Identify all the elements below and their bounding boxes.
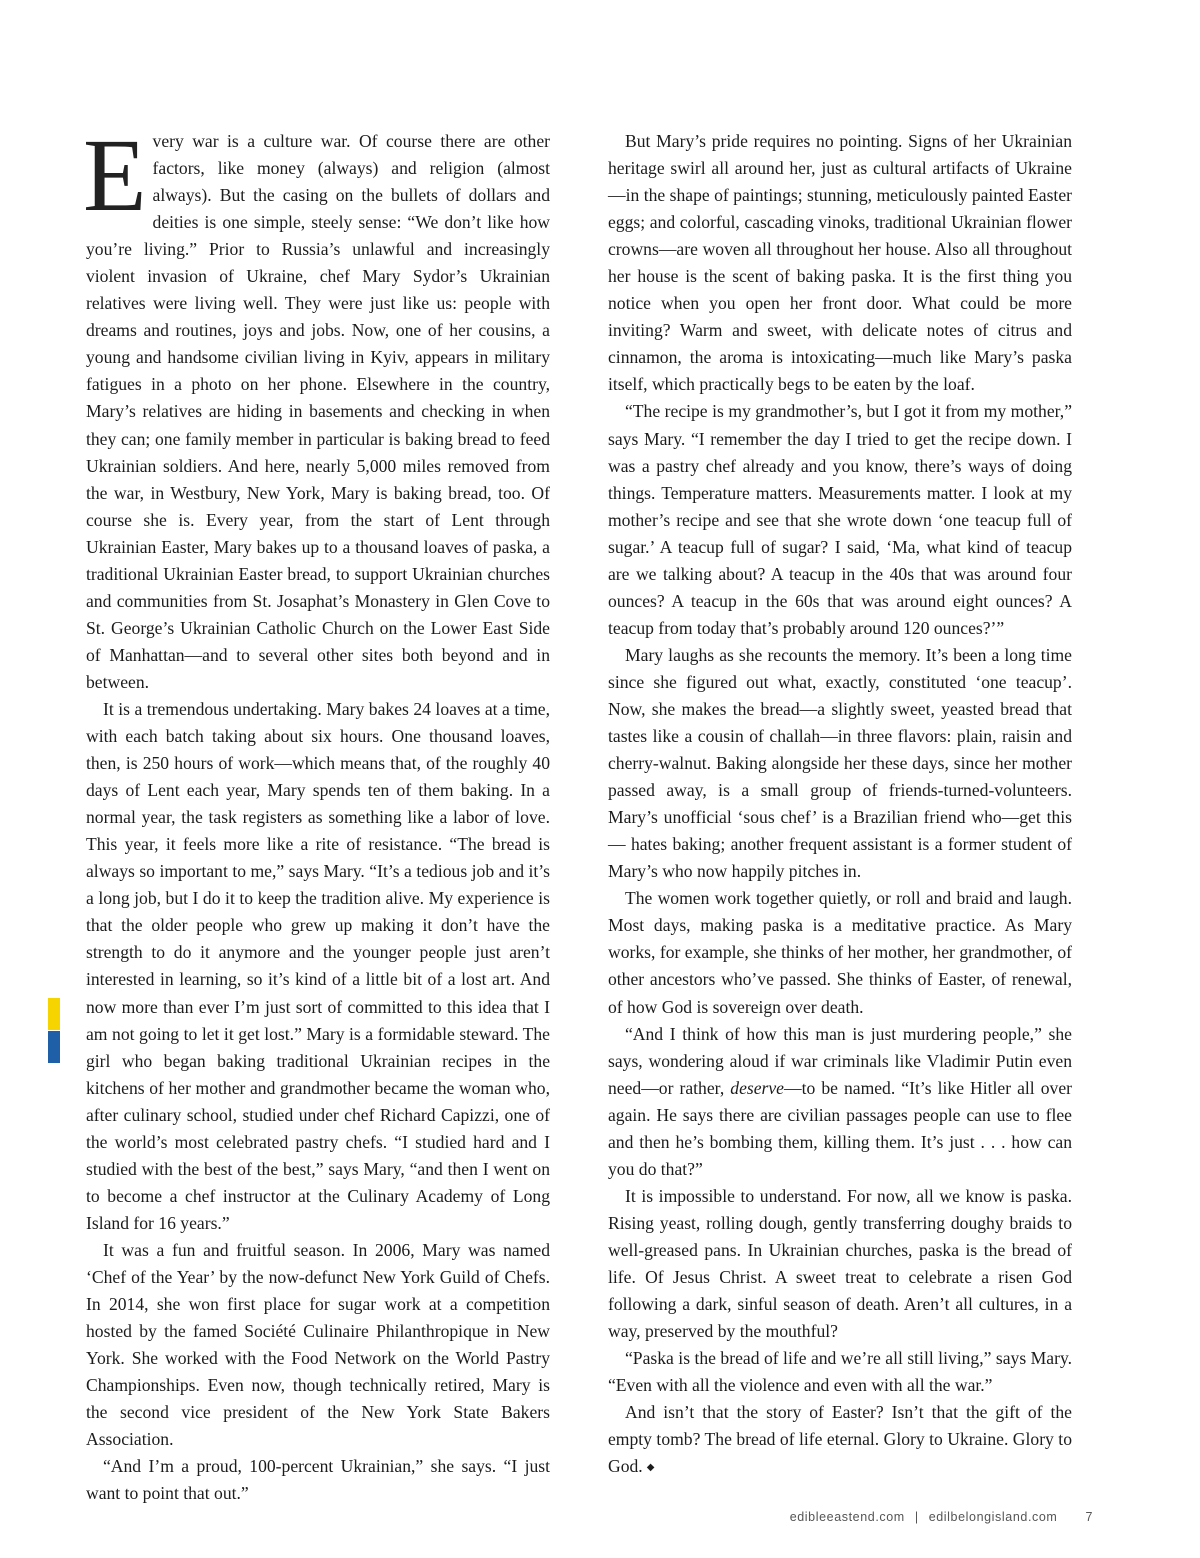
left-column bbox=[83, 118, 550, 1507]
paragraph-1-text: very war is a culture war. Of course there are other factors, like money (always) and religion (almost always). But the casing on the bullets of dollars and deities is one simple, steely sense: “We don’t like how you’re living.” Prior to Russia’s unlawful and increasingly violent invasion of Ukraine, chef Mary Sydor’s Ukrainian relatives were living well. They were just like us: people with dreams and routines, joys and jobs. Now, one of her cousins, a young and handsome civilian living in Kyiv, appears in military fatigues in a photo on her phone. Elsewhere in the country, Mary’s relatives are hiding in basements and checking in when they can; one family member in particular is baking bread to feed Ukrainian soldiers. And here, nearly 5,000 miles removed from the war, in Westbury, New York, Mary is baking bread, too. Of course she is. Every year, from the start of Lent through Ukrainian Easter, Mary bakes up to a thousand loaves of paska, a traditional Ukrainian Easter bread, to support Ukrainian churches and communities from St. Josaphat’s Monastery in Glen Cove to St. George’s Ukrainian Catholic Church on the Lower East Side of Manhattan—and to several other sites both beyond and in between. bbox=[86, 131, 550, 692]
paragraph-10: It is impossible to understand. For now, all we know is paska. Rising yeast, rolling dough, gently transferring doughy braids to well-greased pans. In Ukrainian churches, paska is the bread of life. Of Jesus Christ. A sweet treat to celebrate a risen God following a dark, sinful season of death. Aren’t all cultures, in a way, preserved by the mouthful? bbox=[608, 1185, 1072, 1342]
drop-cap: E bbox=[83, 118, 147, 233]
footer-site-2: edilbelongisland.com bbox=[928, 1510, 1058, 1524]
end-mark-icon: ◆ bbox=[646, 1462, 655, 1474]
emphasis-deserve: deserve bbox=[730, 1077, 784, 1098]
paragraph-7: Mary laughs as she recounts the memory. It’s been a long time since she figured out what, exactly, constituted ‘one teacup’. Now, she makes the bread—a slightly sweet, yeasted bread that tastes like a cousin of challah—in three flavors: plain, raisin and cherry-walnut. Baking alongside her these days, since her mother passed away, is a small group of friends-turned-volunteers. Mary’s unofficial ‘sous chef’ is a Brazilian friend who—get this— hates baking; another frequent assistant is a former student of Mary’s who now happily pitches in. bbox=[608, 644, 1072, 882]
page-footer bbox=[600, 1510, 1093, 1524]
flag-stripe-blue bbox=[48, 1031, 60, 1063]
page-number: 7 bbox=[1085, 1510, 1093, 1524]
paragraph-9: “And I think of how this man is just murdering people,” she says, wondering aloud if war criminals like Vladimir Putin even need—or rather, deserve—to be named. “It’s like Hitler all over again. He says there are civilian passages people can use to flee and then he’s bombing them, killing them. It’s just . . . how can you do that?” bbox=[608, 1023, 1072, 1179]
paragraph-8: The women work together quietly, or roll and braid and laugh. Most days, making paska is a meditative practice. As Mary works, for example, she thinks of her mother, her grandmother, of other ancestors who’ve passed. She thinks of Easter, of renewal, of how God is sovereign over death. bbox=[608, 888, 1072, 1017]
paragraph-12-text: And isn’t that the story of Easter? Isn’t that the gift of the empty tomb? The bread of life eternal. Glory to Ukraine. Glory to God. bbox=[608, 1402, 1072, 1477]
paragraph-3: It was a fun and fruitful season. In 2006, Mary was named ‘Chef of the Year’ by the now-defunct New York Guild of Chefs. In 2014, she won first place for sugar work at a competition hosted by the famed Société Culinaire Philanthropique in New York. She worked with the Food Network on the World Pastry Championships. Even now, though technically retired, Mary is the second vice president of the New York State Bakers Association. bbox=[86, 1239, 550, 1450]
footer-site-1: edibleeastend.com bbox=[789, 1510, 905, 1524]
paragraph-5: But Mary’s pride requires no pointing. Signs of her Ukrainian heritage swirl all around her, just as cultural artifacts of Ukraine—in the shape of paintings; stunning, meticulously painted Easter eggs; and colorful, cascading vinoks, traditional Ukrainian flower crowns—are woven all throughout her house. Also all throughout her house is the scent of baking paska. It is the first thing you notice when you open her front door. What could be more inviting? Warm and sweet, with delicate notes of citrus and cinnamon, the aroma is intoxicating—much like Mary’s paska itself, which practically begs to be eaten by the loaf. bbox=[608, 131, 1072, 395]
flag-stripe-yellow bbox=[48, 998, 60, 1030]
footer-separator: | bbox=[914, 1510, 919, 1524]
paragraph-12 bbox=[608, 1399, 1072, 1481]
paragraph-6: “The recipe is my grandmother’s, but I got it from my mother,” says Mary. “I remember the day I tried to get the recipe down. I was a pastry chef already and you know, there’s ways of doing things. Temperature matters. Measurements matter. I look at my mother’s recipe and see that she wrote down ‘one teacup full of sugar.’ A teacup full of sugar? I said, ‘Ma, what kind of teacup are we talking about? A teacup in the 40s that was around four ounces? A teacup in the 60s that was around eight ounces? A teacup from today that’s probably around 120 ounces?’” bbox=[608, 401, 1072, 638]
paragraph-2: It is a tremendous undertaking. Mary bakes 24 loaves at a time, with each batch taking about six hours. One thousand loaves, then, is 250 hours of work—which means that, of the roughly 40 days of Lent each year, Mary spends ten of them baking. In a normal year, the task registers as something like a labor of love. This year, it feels more like a rite of resistance. “The bread is always so important to me,” says Mary. “It’s a tedious job and it’s a long job, but I do it to keep the tradition alive. My experience is that the older people who grew up making it don’t have the strength to do it anymore and the younger people just aren’t interested in learning, so it’s kind of a little bit of a lost art. And now more than ever I’m just sort of committed to this idea that I am not going to let it get lost.” Mary is a formidable steward. The girl who began baking traditional Ukrainian recipes in the kitchens of her mother and grandmother became the woman who, after culinary school, studied under chef Richard Capizzi, one of the world’s most celebrated pastry chefs. “I studied hard and I studied with the best of the best,” says Mary, “and then I went on to become a chef instructor at the Culinary Academy of Long Island for 16 years.” bbox=[86, 698, 550, 1233]
right-column bbox=[608, 128, 1072, 1481]
paragraph-11: “Paska is the bread of life and we’re all still living,” says Mary. “Even with all the violence and even with all the war.” bbox=[608, 1348, 1072, 1396]
paragraph-4: “And I’m a proud, 100-percent Ukrainian,” she says. “I just want to point that out.” bbox=[86, 1456, 550, 1504]
paragraph-1 bbox=[83, 118, 550, 696]
